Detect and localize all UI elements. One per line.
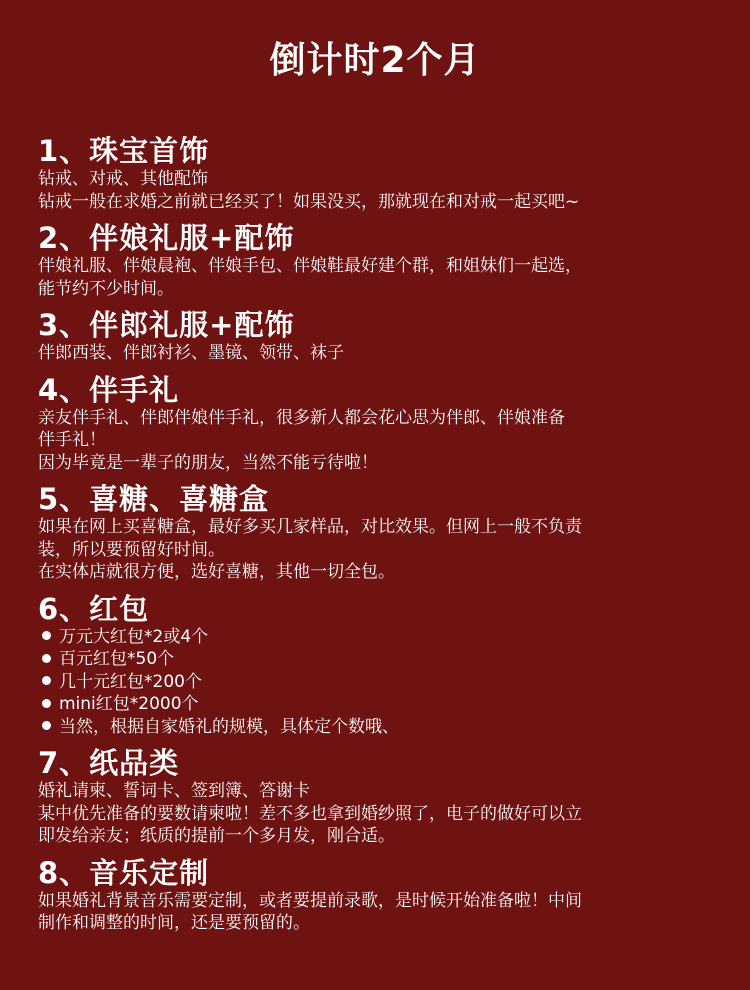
bullet-dot-icon (42, 654, 51, 663)
section-candy (38, 482, 732, 584)
bullet-dot-icon (42, 699, 51, 708)
list-item-text: 当然，根据自家婚礼的规模，具体定个数哦、 (59, 716, 399, 737)
list-item (38, 626, 732, 649)
section-heading: 5、喜糖、喜糖盒 (38, 482, 270, 516)
section-text-line: 装，所以要预留好时间。 (38, 539, 225, 560)
bullet-dot-icon (42, 631, 51, 640)
list-item (38, 648, 732, 671)
section-gifts (38, 373, 732, 475)
list-item-text: mini红包*2000个 (59, 694, 199, 714)
section-music (38, 856, 732, 935)
section-jewelry (38, 134, 732, 213)
list-item-text: 几十元红包*200个 (59, 671, 202, 692)
section-text-line: 伴娘礼服、伴娘晨袍、伴娘手包、伴娘鞋最好建个群，和姐妹们一起选， (38, 256, 582, 276)
section-red-envelopes (38, 592, 732, 739)
section-heading: 1、珠宝首饰 (38, 134, 210, 168)
bullet-dot-icon (42, 721, 51, 730)
list-item (38, 671, 732, 694)
section-text-line: 在实体店就很方便，选好喜糖，其他一切全包。 (38, 562, 395, 582)
section-text-line: 某中优先准备的要数请柬啦！差不多也拿到婚纱照了，电子的做好可以立 (38, 803, 582, 824)
section-text-line: 婚礼请柬、誓词卡、签到簿、答谢卡 (38, 781, 310, 801)
list-item (38, 693, 732, 716)
section-text-line: 能节约不少时间。 (38, 278, 174, 299)
list-item (38, 716, 732, 739)
section-heading: 3、伴郎礼服+配饰 (38, 308, 295, 342)
section-groomsman (38, 308, 732, 365)
section-paper-goods (38, 746, 732, 848)
section-text-line: 因为毕竟是一辈子的朋友，当然不能亏待啦！ (38, 452, 378, 473)
section-heading: 8、音乐定制 (38, 855, 210, 890)
section-heading: 4、伴手礼 (38, 372, 180, 407)
list-item-text: 万元大红包*2或4个 (59, 626, 209, 647)
section-text-line: 亲友伴手礼、伴郎伴娘伴手礼，很多新人都会花心思为伴郎、伴娘准备 (38, 407, 565, 428)
section-text-line: 钻戒一般在求婚之前就已经买了！如果没买，那就现在和对戒一起买吧~ (38, 191, 580, 212)
section-list (38, 134, 732, 943)
section-text-line: 即发给亲友；纸质的提前一个多月发，刚合适。 (38, 826, 395, 846)
section-heading: 6、红包 (38, 591, 150, 626)
section-heading: 2、伴娘礼服+配饰 (38, 221, 295, 255)
bullet-dot-icon (42, 676, 51, 685)
section-text-line: 钻戒、对戒、其他配饰 (38, 169, 208, 189)
section-text-line: 如果在网上买喜糖盒，最好多买几家样品，对比效果。但网上一般不负责 (38, 517, 582, 537)
list-item-text: 百元红包*50个 (59, 649, 175, 669)
page-title: 倒计时2个月 (269, 40, 481, 81)
section-bridesmaid (38, 221, 732, 300)
section-text-line: 伴手礼！ (38, 430, 106, 450)
section-text-line: 伴郎西装、伴郎衬衫、墨镜、领带、袜子 (38, 343, 344, 363)
section-text-line: 如果婚礼背景音乐需要定制，或者要提前录歌，是时候开始准备啦！中间 (38, 890, 582, 911)
section-heading: 7、纸品类 (38, 746, 180, 780)
section-text-line: 制作和调整的时间，还是要预留的。 (38, 913, 310, 933)
